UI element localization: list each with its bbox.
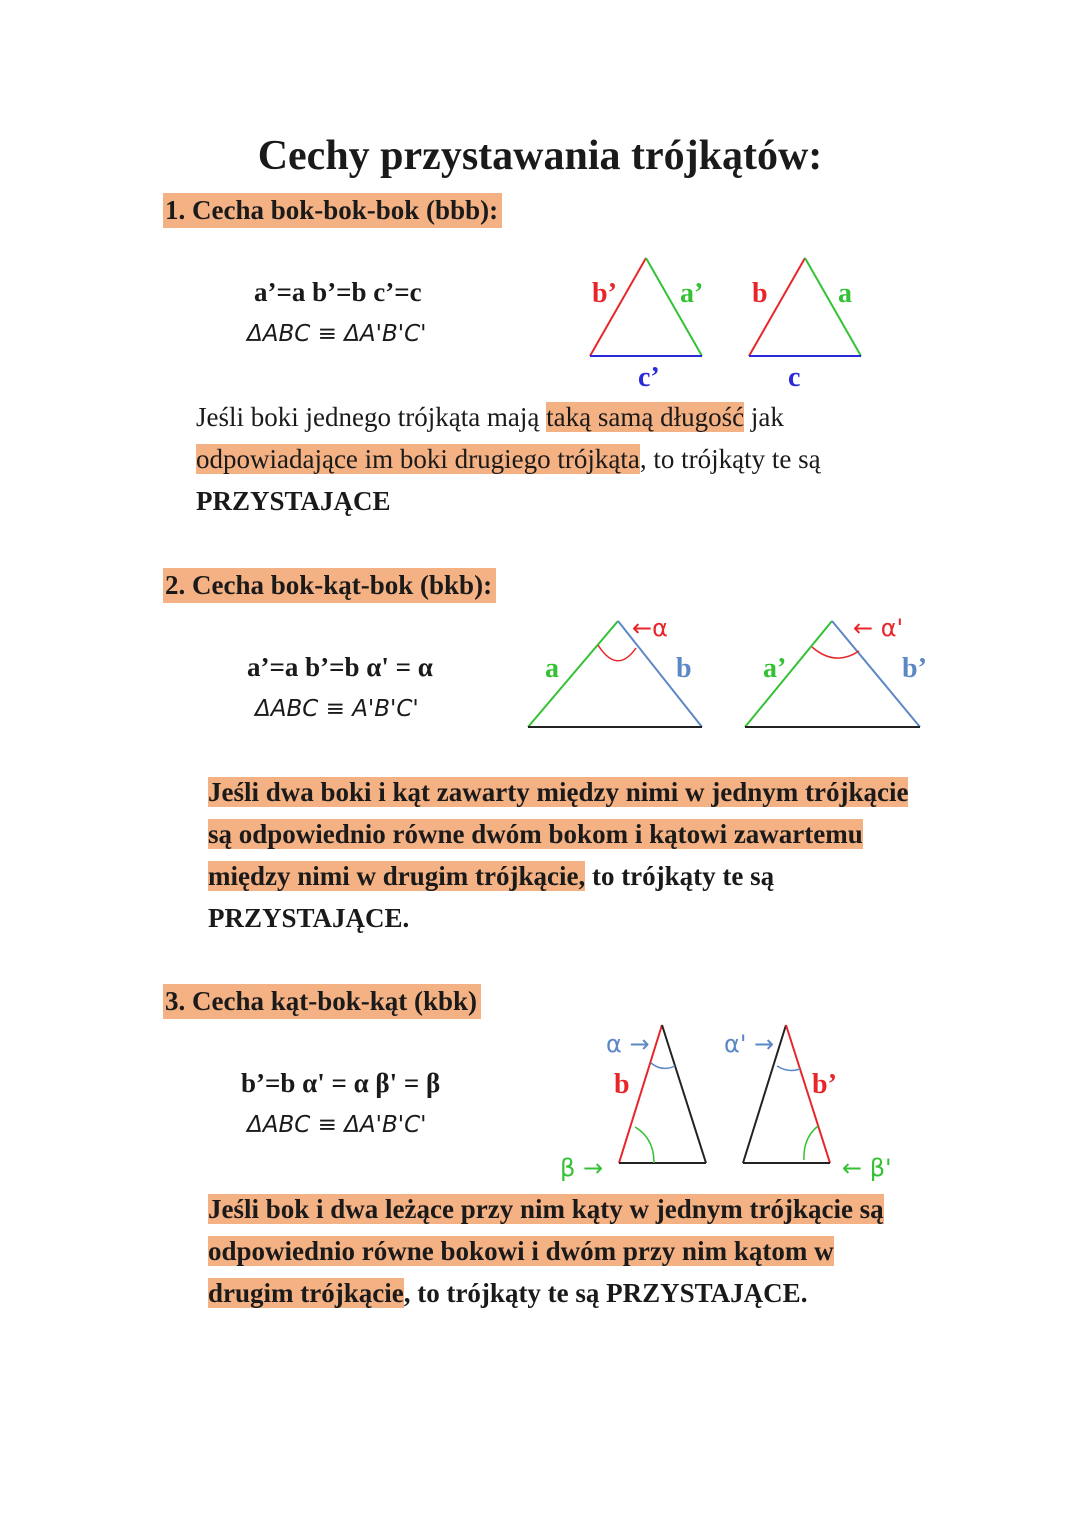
section-2-congruence: ΔABC ≡ A'B'C' — [255, 696, 419, 722]
label-b: b — [676, 653, 692, 684]
highlight: Jeśli dwa boki i kąt zawarty między nimi w jednym trójkącie — [208, 777, 909, 807]
alpha-arc — [777, 1066, 800, 1070]
section-3-congruence: ΔABC ≡ ΔA'B'C' — [247, 1112, 427, 1138]
label-b: b — [614, 1069, 630, 1100]
text: to trójkąty te są — [585, 861, 775, 891]
section-1-formula: a’=a b’=b c’=c — [254, 277, 422, 307]
label-a: a — [838, 278, 852, 309]
label-alpha: α → — [606, 1030, 650, 1058]
section-3-header: 3. Cecha kąt-bok-kąt (kbk) — [163, 984, 481, 1019]
highlight: są odpowiednio równe dwóm bokom i kątowi zawartemu — [208, 819, 863, 849]
label-c-prime: c’ — [638, 362, 660, 393]
text: jak — [744, 402, 784, 432]
section-2-header: 2. Cecha bok-kąt-bok (bkb): — [163, 568, 496, 603]
alpha-arc — [651, 1063, 675, 1068]
label-b: b — [752, 278, 768, 309]
text: , to trójkąty te są — [639, 444, 821, 474]
label-alpha-prime: α' → — [724, 1030, 775, 1058]
beta-arc — [635, 1127, 654, 1163]
label-b-prime: b’ — [902, 653, 927, 684]
label-beta-prime: ← β' — [842, 1154, 892, 1182]
section-1-header: 1. Cecha bok-bok-bok (bbb): — [163, 193, 502, 228]
label-a-prime: a’ — [763, 653, 787, 684]
label-b-prime: b’ — [812, 1069, 837, 1100]
conclusion: PRZYSTAJĄCE — [196, 486, 391, 516]
conclusion: PRZYSTAJĄCE. — [208, 903, 410, 933]
label-a: a — [545, 653, 559, 684]
page-title: Cechy przystawania trójkątów: — [257, 133, 823, 179]
beta-arc — [804, 1126, 818, 1160]
section-3-formula: b’=b α' = α β' = β — [241, 1068, 441, 1098]
label-b-prime: b’ — [592, 278, 617, 309]
section-2-formula: a’=a b’=b α' = α — [247, 652, 433, 682]
highlight: Jeśli bok i dwa leżące przy nim kąty w jednym trójkącie są — [208, 1194, 884, 1224]
text: Jeśli boki jednego trójkąta mają — [196, 402, 547, 432]
text: , to trójkąty te są PRZYSTAJĄCE. — [403, 1278, 808, 1308]
label-alpha: ←α — [632, 614, 668, 642]
highlight: odpowiednio równe bokowi i dwóm przy nim kątom w — [208, 1236, 834, 1266]
highlight: odpowiadające im boki drugiego trójkąta — [196, 444, 640, 474]
label-beta: β → — [560, 1154, 604, 1182]
label-a-prime: a’ — [680, 278, 704, 309]
section-1-congruence: ΔABC ≡ ΔA'B'C' — [247, 321, 427, 347]
highlight: taką samą długość — [546, 402, 745, 432]
label-alpha-prime: ← α' — [853, 614, 904, 642]
label-c: c — [788, 362, 801, 393]
section-3-text — [208, 1188, 884, 1314]
highlight: między nimi w drugim trójkącie, — [208, 861, 586, 891]
highlight: drugim trójkącie — [208, 1278, 404, 1308]
